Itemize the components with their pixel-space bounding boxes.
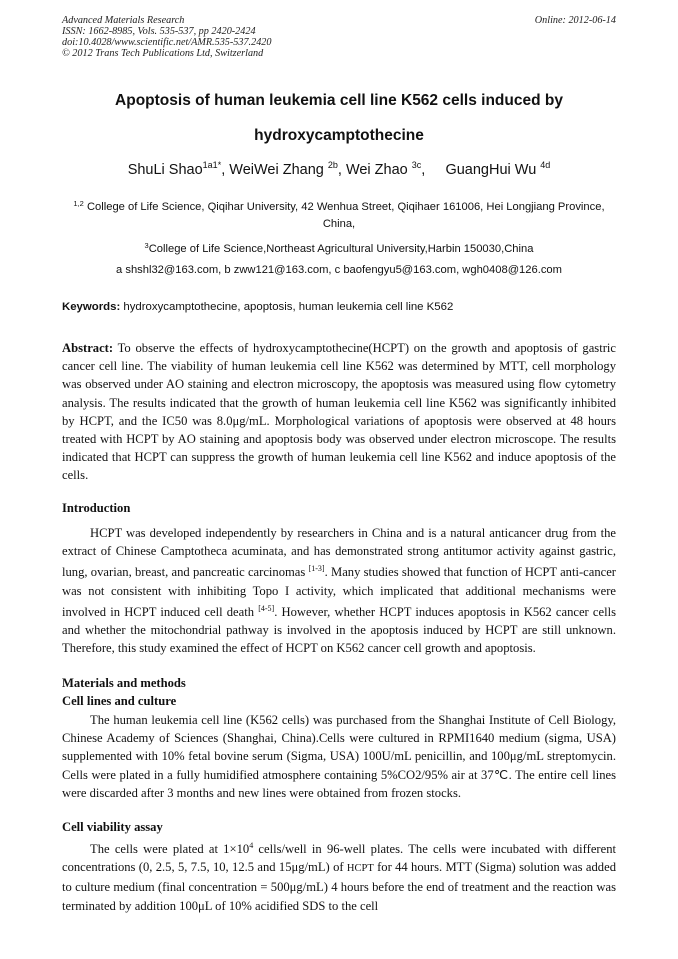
citation-ref: [1-3]: [308, 564, 325, 574]
viability-text-1: The cells were plated at 1×10: [90, 842, 250, 856]
section-heading-introduction: Introduction: [62, 501, 131, 515]
author-name: Wei Zhao: [345, 162, 412, 178]
exponent: 4: [249, 841, 254, 850]
author-name: ShuLi Shao: [127, 162, 203, 178]
keywords-text: hydroxycamptothecine, apoptosis, human leukemia cell line K562: [120, 301, 454, 313]
author-separator: ,: [221, 162, 230, 178]
issn-line: ISSN: 1662-8985, Vols. 535-537, pp 2420-2424: [62, 26, 256, 37]
online-date: Online: 2012-06-14: [534, 15, 616, 26]
abstract-text: To observe the effects of hydroxycamptothecine(HCPT) on the growth and apoptosis of gastric cancer cell line. The viability of human leukemia cell line K562 was determined by MTT, cell morphology was observed under AO staining and electron microscopy, the apoptosis was measured using flow cytometry analysis. The results indicated that the growth of human leukemia cell line K562 was significantly inhibited by HCPT, and the IC50 was 8.0μg/mL. Morphological variations of apoptosis were observed at 48 hours treated with HCPT by AO staining and apoptosis body was observed under electron microscope. The results indicated that HCPT can suppress the growth of human leukemia cell line K562 and induce apoptosis of the cells.: [62, 341, 616, 483]
author-separator: ,: [337, 162, 346, 178]
viability-text-2: cells/well in 96-well plates. The cells were incubated with different concentrations (0, 2.5, 5, 7.5, 10, 12.5 and 15μg/mL) of: [62, 842, 616, 875]
abstract: [62, 339, 616, 485]
intro-text-2: . Many studies showed that function of HCPT anti-cancer was not consistent with inhibiting Topo I activity, which implicated that additional mechanisms were involved in HCPT induced cell death: [62, 565, 616, 619]
author-name: GuangHui Wu: [445, 162, 541, 178]
viability-paragraph: [62, 837, 616, 915]
affiliation-marker: 1,2: [73, 199, 84, 208]
author-separator: ,: [421, 162, 446, 178]
introduction-paragraph: [62, 524, 616, 657]
author-list: [62, 160, 616, 178]
subsection-heading-viability: Cell viability assay: [62, 820, 163, 834]
journal-header: [62, 15, 616, 59]
author-affiliation-marker: 3c: [411, 160, 422, 170]
author-affiliation-marker: 4d: [540, 160, 551, 170]
keywords: [62, 301, 616, 313]
subsection-heading-cell-lines: Cell lines and culture: [62, 694, 177, 708]
section-heading-methods: Materials and methods: [62, 676, 186, 690]
affiliation-2: [62, 237, 616, 258]
doi-line: doi:10.4028/www.scientific.net/AMR.535-537.2420: [62, 37, 272, 48]
intro-text-1: HCPT was developed independently by researchers in China and is a natural anticancer drug from the extract of Chinese Camptotheca acuminata, and has demonstrated strong antitumor activity against gastric, lung, ovarian, breast, and pancreatic carcinomas: [62, 526, 616, 580]
cell-lines-paragraph: The human leukemia cell line (K562 cells) was purchased from the Shanghai Institute of Cell Biology, Chinese Academy of Sciences (Shanghai, China).Cells were cultured in RPMI1640 medium (sigma, USA) supplemented with 10% fetal bovine serum (Sigma, USA) 100U/mL penicillin, and 100μg/mL streptomycin. Cells were plated in a fully humidified atmosphere containing 5%CO2/95% air at 37℃. The entire cell lines were discarded after 3 months and new lines were obtained from frozen stocks.: [62, 713, 616, 800]
abstract-label: Abstract:: [62, 341, 114, 355]
author-name: WeiWei Zhang: [229, 162, 328, 178]
citation-ref: [4-5]: [258, 603, 275, 613]
affiliation-text: College of Life Science,Northeast Agricultural University,Harbin 150030,China: [148, 243, 534, 255]
journal-name: Advanced Materials Research: [62, 15, 185, 26]
paper-title-line-1: Apoptosis of human leukemia cell line K562 cells induced by: [115, 92, 563, 109]
affiliation-text: College of Life Science, Qiqihar University, 42 Wenhua Street, Qiqihaer 161006, Hei Longjiang Province, China,: [83, 201, 605, 230]
paper-title-line-2: hydroxycamptothecine: [254, 127, 424, 144]
author-affiliation-marker: 2b: [327, 160, 338, 170]
affiliation-1: [62, 195, 616, 233]
viability-text-3: for 44 hours. MTT (Sigma) solution was added to culture medium (final concentration = 500μg/mL) 4 hours before the end of treatment and the reaction was terminated by addition 100μL of 10% acidified SDS to the cell: [62, 860, 616, 913]
copyright-line: © 2012 Trans Tech Publications Ltd, Switzerland: [62, 48, 264, 59]
author-emails: a shshl32@163.com, b zww121@163.com, c baofengyu5@163.com, wgh0408@126.com: [116, 264, 562, 276]
keywords-label: Keywords:: [62, 301, 121, 313]
author-affiliation-marker: 1a1*: [202, 160, 222, 170]
hcpt-abbrev: HCPT: [346, 863, 374, 875]
affiliation-marker: 3: [144, 241, 149, 250]
intro-text-3: . However, whether HCPT induces apoptosis in K562 cancer cells and whether the mitochondrial pathway is involved in the apoptosis induced by HCPT are still unknown. Therefore, this study examined the effect of HCPT on K562 cancer cell growth and apoptosis.: [62, 604, 616, 656]
